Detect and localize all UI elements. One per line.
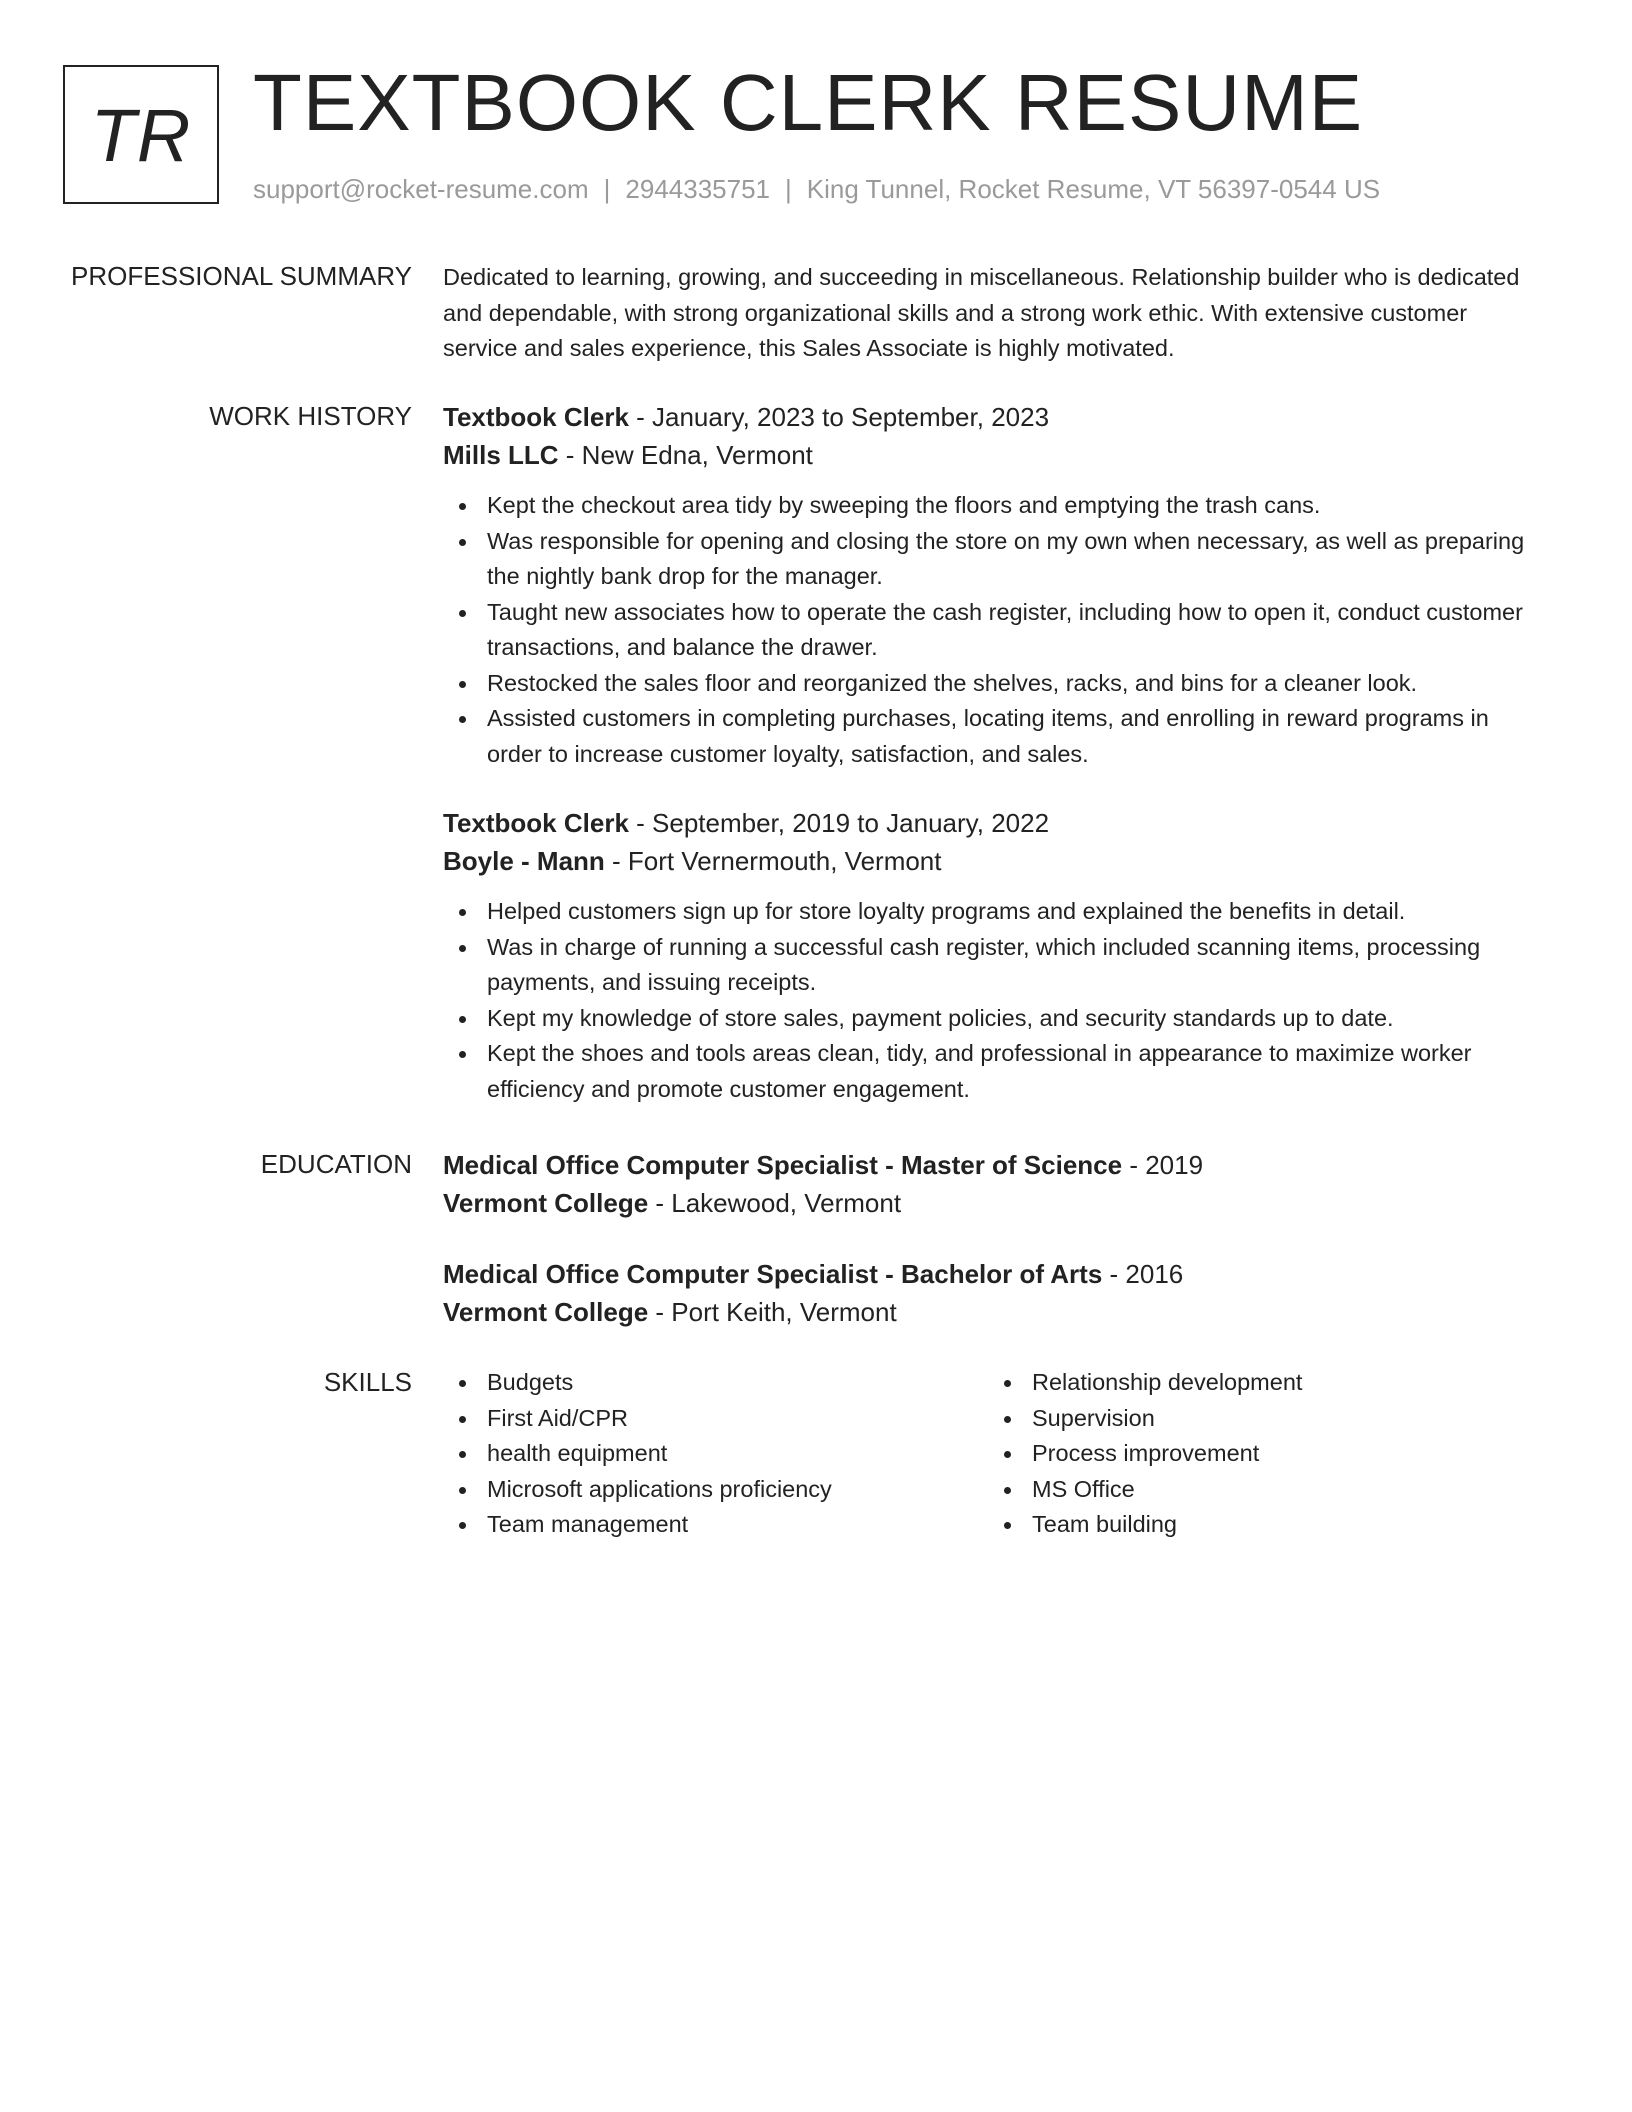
job-bullet: Kept the checkout area tidy by sweeping the floors and emptying the trash cans. <box>443 488 1548 524</box>
contact-line <box>253 172 1380 206</box>
school-location: - Lakewood, Vermont <box>648 1188 902 1218</box>
skills-list-right <box>988 1365 1533 1543</box>
job-bullet: Was responsible for opening and closing the store on my own when necessary, as well as preparing the nightly bank drop for the manager. <box>443 524 1548 595</box>
job-title: Textbook Clerk <box>443 402 629 432</box>
skill-item: MS Office <box>988 1472 1533 1508</box>
skill-item: Team management <box>443 1507 988 1543</box>
contact-address: King Tunnel, Rocket Resume, VT 56397-0544 US <box>806 174 1381 204</box>
job-bullet: Restocked the sales floor and reorganized the shelves, racks, and bins for a cleaner look. <box>443 666 1548 702</box>
job-dates: - September, 2019 to January, 2022 <box>628 808 1050 838</box>
skills-columns <box>443 1365 1548 1543</box>
skill-item: Microsoft applications proficiency <box>443 1472 988 1508</box>
skills-list-left <box>443 1365 988 1543</box>
job-title: Textbook Clerk <box>443 808 629 838</box>
job-bullet: Kept my knowledge of store sales, payment policies, and security standards up to date. <box>443 1001 1548 1037</box>
job-company: Boyle - Mann <box>443 846 605 876</box>
skill-item: Relationship development <box>988 1365 1533 1401</box>
skills-body <box>443 1365 1548 1543</box>
work-history-body <box>443 398 1548 1107</box>
contact-phone: 2944335751 <box>625 174 770 204</box>
contact-separator: | <box>785 174 792 204</box>
job-entry <box>443 804 1548 1107</box>
resume-title: TEXTBOOK CLERK RESUME <box>253 58 1364 147</box>
job-location: - Fort Vernermouth, Vermont <box>604 846 942 876</box>
school-line <box>443 1293 1548 1331</box>
contact-email: support@rocket-resume.com <box>253 174 589 204</box>
job-bullet: Was in charge of running a successful cash register, which included scanning items, processing payments, and issuing receipts. <box>443 930 1548 1001</box>
skill-item: Team building <box>988 1507 1533 1543</box>
job-bullet: Kept the shoes and tools areas clean, tidy, and professional in appearance to maximize worker efficiency and promote customer engagement. <box>443 1036 1548 1107</box>
skill-item: health equipment <box>443 1436 988 1472</box>
skill-item: Process improvement <box>988 1436 1533 1472</box>
education-body <box>443 1146 1548 1331</box>
job-location: - New Edna, Vermont <box>558 440 813 470</box>
school-name: Vermont College <box>443 1297 649 1327</box>
job-title-line <box>443 398 1548 436</box>
skill-item: First Aid/CPR <box>443 1401 988 1437</box>
contact-separator: | <box>603 174 611 204</box>
section-label-work-history: WORK HISTORY <box>209 401 412 431</box>
job-title-line <box>443 804 1548 842</box>
job-bullet: Helped customers sign up for store loyalty programs and explained the benefits in detail. <box>443 894 1548 930</box>
school-name: Vermont College <box>443 1188 649 1218</box>
section-label-education: EDUCATION <box>260 1149 412 1179</box>
degree-line <box>443 1146 1548 1184</box>
job-bullets <box>443 488 1548 772</box>
degree-name: Medical Office Computer Specialist - Master of Science <box>443 1150 1123 1180</box>
job-bullet: Taught new associates how to operate the cash register, including how to open it, conduct customer transactions, and balance the drawer. <box>443 595 1548 666</box>
summary-text: Dedicated to learning, growing, and succeeding in miscellaneous. Relationship builder who is dedicated and dependable, with strong organizational skills and a strong work ethic. With extensive customer service and sales experience, this Sales Associate is highly motivated. <box>443 264 1520 361</box>
summary-body <box>443 260 1548 367</box>
degree-year: - 2016 <box>1102 1259 1184 1289</box>
section-label-skills: SKILLS <box>323 1367 412 1397</box>
monogram-box <box>63 65 219 204</box>
education-entry <box>443 1255 1548 1331</box>
job-company-line <box>443 436 1548 474</box>
skill-item: Supervision <box>988 1401 1533 1437</box>
school-line <box>443 1184 1548 1222</box>
job-bullet: Assisted customers in completing purchases, locating items, and enrolling in reward programs in order to increase customer loyalty, satisfaction, and sales. <box>443 701 1548 772</box>
section-label-summary: PROFESSIONAL SUMMARY <box>71 261 412 291</box>
degree-year: - 2019 <box>1122 1150 1204 1180</box>
job-dates: - January, 2023 to September, 2023 <box>628 402 1050 432</box>
degree-name: Medical Office Computer Specialist - Bachelor of Arts <box>443 1259 1103 1289</box>
job-company: Mills LLC <box>443 440 559 470</box>
school-location: - Port Keith, Vermont <box>648 1297 897 1327</box>
job-bullets <box>443 894 1548 1107</box>
skill-item: Budgets <box>443 1365 988 1401</box>
job-entry <box>443 398 1548 772</box>
monogram-initials: TR <box>90 93 192 177</box>
degree-line <box>443 1255 1548 1293</box>
job-company-line <box>443 842 1548 880</box>
education-entry <box>443 1146 1548 1222</box>
